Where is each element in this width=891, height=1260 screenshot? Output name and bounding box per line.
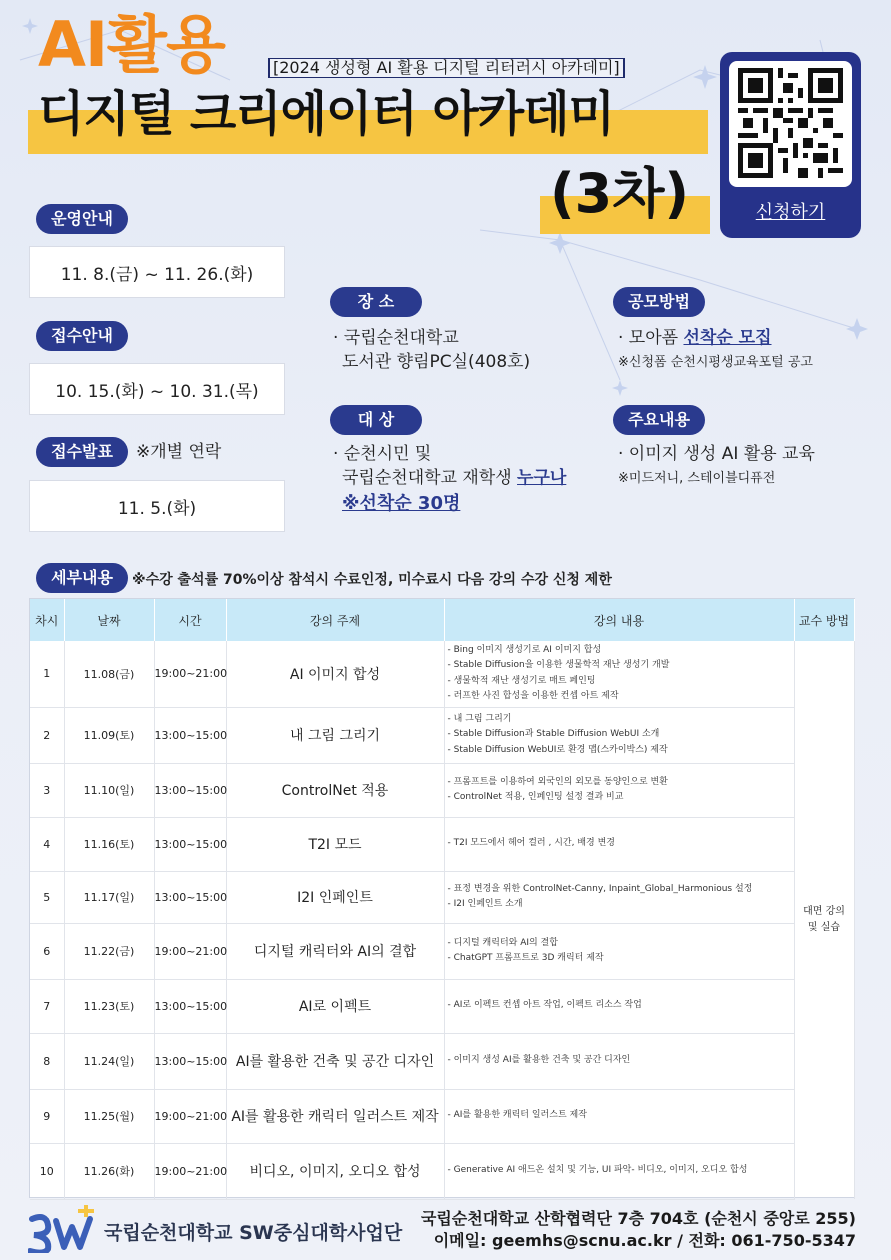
header-time: 시간 — [154, 599, 226, 641]
place-pill: 장 소 — [330, 287, 422, 317]
cell-topic: AI 이미지 합성 — [226, 641, 444, 707]
cell-time: 13:00~15:00 — [154, 871, 226, 923]
cell-time: 13:00~15:00 — [154, 979, 226, 1033]
target-line2-text: 국립순천대학교 재학생 — [342, 468, 518, 488]
cell-topic: AI를 활용한 캐릭터 일러스트 제작 — [226, 1089, 444, 1143]
cell-topic: AI를 활용한 건축 및 공간 디자인 — [226, 1033, 444, 1089]
table-row — [30, 1143, 854, 1199]
recruit-link[interactable]: 선착순 모집 — [683, 328, 772, 348]
table-row — [30, 763, 854, 817]
header-topic: 강의 주제 — [226, 599, 444, 641]
cell-topic: 내 그림 그리기 — [226, 707, 444, 763]
table-header-row — [30, 599, 854, 641]
footer-org: 국립순천대학교 SW중심대학사업단 — [104, 1222, 403, 1244]
header-date: 날짜 — [64, 599, 154, 641]
content-line: - T2I 모드에서 헤어 컬러 , 시간, 배경 변경 — [447, 838, 615, 849]
main-content-line1: · 이미지 생성 AI 활용 교육 — [618, 444, 815, 464]
cell-date: 11.08(금) — [64, 641, 154, 707]
reception-period: 10. 15.(화) ~ 10. 31.(목) — [29, 363, 285, 415]
cell-no: 6 — [30, 923, 64, 979]
details-pill: 세부내용 — [36, 563, 128, 593]
header-content: 강의 내용 — [444, 599, 794, 641]
cell-content — [444, 979, 794, 1033]
cell-content — [444, 1143, 794, 1199]
table-row — [30, 979, 854, 1033]
cell-time: 19:00~21:00 — [154, 923, 226, 979]
table-row — [30, 1089, 854, 1143]
main-content-pill: 주요내용 — [613, 405, 705, 435]
header-no: 차시 — [30, 599, 64, 641]
footer-contact-block — [420, 1208, 856, 1252]
cell-topic: AI로 이펙트 — [226, 979, 444, 1033]
content-line: - Generative AI 애드온 설치 및 기능, UI 파악- 비디오, 이미지, 오디오 합성 — [447, 1165, 748, 1176]
content-line: - 생물학적 재난 생성기로 매트 페인팅 — [447, 675, 596, 686]
content-line: - AI로 이펙트 컨셉 아트 작업, 이펙트 리소스 작업 — [447, 1000, 642, 1011]
schedule-table — [29, 598, 855, 1198]
content-line: - 디지털 캐릭터와 AI의 결합 — [447, 937, 558, 948]
table-row — [30, 923, 854, 979]
cell-time: 13:00~15:00 — [154, 763, 226, 817]
cell-time: 19:00~21:00 — [154, 1089, 226, 1143]
cell-date: 11.24(일) — [64, 1033, 154, 1089]
content-line: - ChatGPT 프롬프트로 3D 캐릭터 제작 — [447, 953, 604, 963]
table-row — [30, 1033, 854, 1089]
title-ai: AI활용 — [38, 8, 225, 81]
footer-contact: 이메일: geemhs@scnu.ac.kr / 전화: 061-750-5347 — [433, 1231, 856, 1250]
cell-content — [444, 763, 794, 817]
announce-pill: 접수발표 — [36, 437, 128, 467]
cell-no: 1 — [30, 641, 64, 707]
cell-no: 10 — [30, 1143, 64, 1199]
cell-no: 7 — [30, 979, 64, 1033]
cell-no: 3 — [30, 763, 64, 817]
recruit-line1-text: · 모아폼 — [618, 328, 684, 348]
cell-topic: I2I 인페인트 — [226, 871, 444, 923]
cell-date: 11.16(토) — [64, 817, 154, 871]
announce-note: ※개별 연락 — [136, 442, 222, 462]
content-line: - 러프한 사진 합성을 이용한 컨셉 아트 제작 — [447, 691, 619, 702]
table-row — [30, 707, 854, 763]
recruit-pill: 공모방법 — [613, 287, 705, 317]
cell-topic: 비디오, 이미지, 오디오 합성 — [226, 1143, 444, 1199]
recruit-note: ※신청폼 순천시평생교육포털 공고 — [618, 355, 813, 370]
cell-method — [794, 641, 854, 1199]
page-title: 디지털 크리에이터 아카데미 — [38, 86, 614, 142]
subtitle-text: [2024 생성형 AI 활용 디지털 리터러시 아카데미] — [270, 59, 623, 77]
cell-time: 13:00~15:00 — [154, 707, 226, 763]
reception-pill: 접수안내 — [36, 321, 128, 351]
cell-topic: 디지털 캐릭터와 AI의 결합 — [226, 923, 444, 979]
cell-content — [444, 871, 794, 923]
subtitle-tag — [268, 58, 625, 78]
operation-period: 11. 8.(금) ~ 11. 26.(화) — [29, 246, 285, 298]
apply-link[interactable]: 신청하기 — [755, 202, 826, 223]
cell-content — [444, 1089, 794, 1143]
header-method: 교수 방법 — [794, 599, 854, 641]
cell-content — [444, 707, 794, 763]
content-line: - 프롬프트를 이용하여 외국인의 외모를 동양인으로 변환 — [447, 776, 668, 787]
content-line: - 이미지 생성 AI를 활용한 건축 및 공간 디자인 — [447, 1055, 631, 1066]
footer-address: 국립순천대학교 산학협력단 7층 704호 (순천시 중앙로 255) — [420, 1209, 856, 1228]
cell-no: 8 — [30, 1033, 64, 1089]
method-line1: 대면 강의 — [803, 906, 845, 917]
method-line2: 및 실습 — [807, 922, 841, 933]
sw-logo-icon — [28, 1205, 98, 1253]
content-line: - Stable Diffusion을 이용한 생물학적 재난 생성기 개발 — [447, 660, 670, 671]
cell-date: 11.17(일) — [64, 871, 154, 923]
content-line: - I2I 인페인트 소개 — [447, 899, 523, 909]
table-row — [30, 871, 854, 923]
content-line: - AI를 활용한 캐릭터 일러스트 제작 — [447, 1110, 587, 1121]
content-line: - Bing 이미지 생성기로 AI 이미지 합성 — [447, 644, 602, 655]
cell-content — [444, 923, 794, 979]
target-limit: ※선착순 30명 — [342, 493, 461, 514]
main-content-note: ※미드저니, 스테이블디퓨전 — [618, 471, 776, 486]
cell-date: 11.10(일) — [64, 763, 154, 817]
target-pill: 대 상 — [330, 405, 422, 435]
content-line: - 표정 변경을 위한 ControlNet-Canny, Inpaint_Global_Harmonious 설정 — [447, 883, 753, 894]
cell-date: 11.09(토) — [64, 707, 154, 763]
cell-time: 13:00~15:00 — [154, 817, 226, 871]
content-line: - Stable Diffusion WebUI로 환경 맵(스카이박스) 제작 — [447, 744, 668, 755]
target-everyone-link[interactable]: 누구나 — [517, 468, 567, 488]
content-line: - 내 그림 그리기 — [447, 713, 512, 724]
cell-topic: ControlNet 적용 — [226, 763, 444, 817]
content-line: - Stable Diffusion과 Stable Diffusion WebUI 소개 — [447, 729, 660, 740]
cell-no: 5 — [30, 871, 64, 923]
round-label: (3차) — [550, 162, 690, 225]
details-note: ※수강 출석률 70%이상 참석시 수료인정, 미수료시 다음 강의 수강 신청 제한 — [132, 572, 612, 588]
cell-no: 9 — [30, 1089, 64, 1143]
target-line1: · 순천시민 및 — [333, 444, 432, 464]
place-line2: 도서관 향림PC실(408호) — [342, 352, 531, 372]
cell-topic: T2I 모드 — [226, 817, 444, 871]
cell-date: 11.26(화) — [64, 1143, 154, 1199]
place-line1: · 국립순천대학교 — [333, 328, 459, 348]
cell-no: 2 — [30, 707, 64, 763]
operation-pill: 운영안내 — [36, 204, 128, 234]
table-row — [30, 817, 854, 871]
table-row — [30, 641, 854, 707]
content-line: - ControlNet 적용, 인페인팅 설정 결과 비교 — [447, 792, 624, 802]
cell-content — [444, 1033, 794, 1089]
cell-date: 11.22(금) — [64, 923, 154, 979]
cell-content — [444, 641, 794, 707]
cell-time: 13:00~15:00 — [154, 1033, 226, 1089]
target-line2 — [342, 466, 566, 490]
cell-date: 11.23(토) — [64, 979, 154, 1033]
qr-code-icon[interactable] — [738, 67, 843, 179]
cell-date: 11.25(월) — [64, 1089, 154, 1143]
cell-no: 4 — [30, 817, 64, 871]
cell-time: 19:00~21:00 — [154, 1143, 226, 1199]
cell-content — [444, 817, 794, 871]
recruit-line1 — [618, 326, 772, 350]
announce-date: 11. 5.(화) — [29, 480, 285, 532]
cell-time: 19:00~21:00 — [154, 641, 226, 707]
